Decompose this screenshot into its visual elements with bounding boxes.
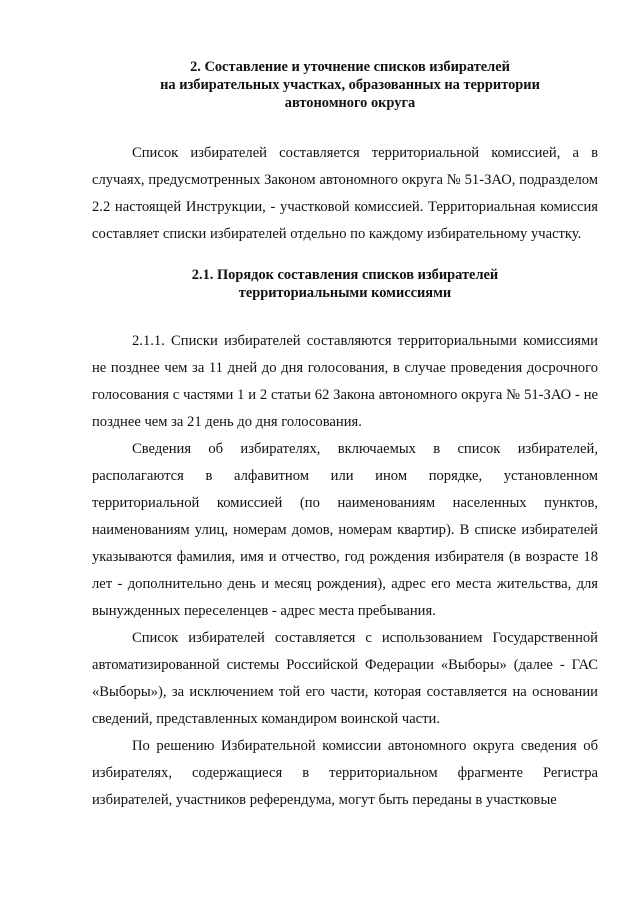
section-2-paragraph: Список избирателей составляется территориальной комиссией, а в случаях, предусмотренных Законом автономного округа № 51-ЗАО, подразделом 2.2 настоящей Инструкции, - участковой комиссией. Территориальная комиссия составляет списки избирателей отдельно по каждому избирательному участку. xyxy=(92,145,598,242)
section-2-1-heading-line: территориальными комиссиями xyxy=(238,285,452,301)
paragraph-voter-info: Сведения об избирателях, включаемых в список избирателей, располагаются в алфавитном или ином порядке, установленном территориальной комиссией (по наименованиям населенных пунктов, наименованиям улиц, номерам домов, номерам квартир). В списке избирателей указываются фамилия, имя и отчество, год рождения избирателя (в возрасте 18 лет - дополнительно день и месяц рождения), адрес его места жительства, для вынужденных переселенцев - адрес места пребывания. xyxy=(92,441,598,619)
spacer xyxy=(92,302,598,328)
section-2-heading-line: на избирательных участках, образованных на территории xyxy=(160,77,540,93)
document-page xyxy=(92,58,598,814)
paragraph-gas-vybory: Список избирателей составляется с использованием Государственной автоматизированной системы Российской Федерации «Выборы» (далее - ГАС «Выборы»), за исключением той его части, которая составляется на основании сведений, представленных командиром воинской части. xyxy=(92,630,598,727)
section-2-heading-line: автономного округа xyxy=(284,95,416,111)
paragraph-commission-decision: По решению Избирательной комиссии автономного округа сведения об избирателях, содержащиеся в территориальном фрагменте Регистра избирателей, участников референдума, могут быть переданы в участковые xyxy=(92,738,598,808)
spacer xyxy=(92,112,598,140)
paragraph-2-1-1: 2.1.1. Списки избирателей составляются территориальными комиссиями не позднее чем за 11 дней до дня голосования, в случае проведения досрочного голосования с частями 1 и 2 статьи 62 Закона автономного округа № 51-ЗАО - не позднее чем за 21 день до дня голосования. xyxy=(92,333,598,430)
spacer xyxy=(92,248,598,266)
section-2-1-heading xyxy=(92,266,598,302)
section-2-heading-line: 2. Составление и уточнение списков избирателей xyxy=(190,59,510,75)
section-2-1-heading-line: 2.1. Порядок составления списков избирателей xyxy=(191,267,499,283)
section-2-heading xyxy=(102,58,598,112)
